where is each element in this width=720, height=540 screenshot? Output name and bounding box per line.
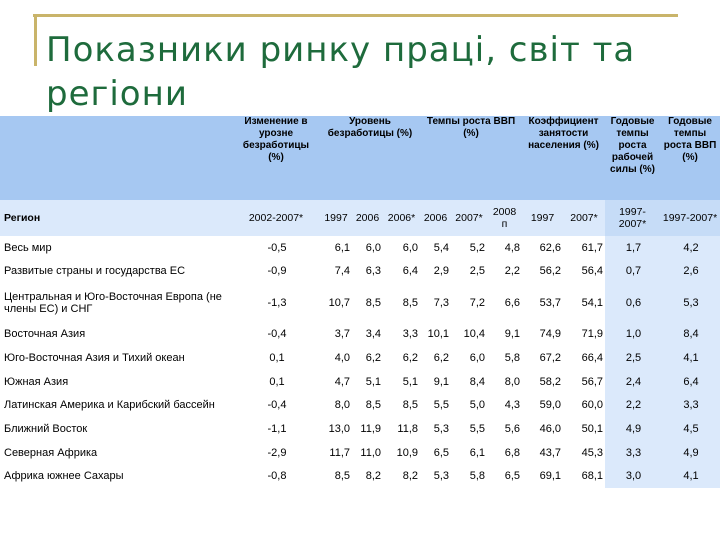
header-employment-ratio: Коэффициент занятости населения (%) [522,116,605,200]
table-cell: 1,7 [605,236,660,260]
table-cell: 11,0 [360,446,381,459]
table-cell: 2,4 [605,370,660,394]
table-cell: 5,3 [433,422,449,435]
table-cell: 3,7 [334,328,350,341]
table-cell: 8,0 [334,399,350,412]
subheader-year: 2006* [383,200,420,236]
region-name: Латинская Америка и Карибский бассейн [4,399,215,412]
table-cell: 2,2 [504,265,521,278]
region-name: Развитые страны и государства ЕС [4,265,186,278]
table-cell: 74,9 [539,328,562,341]
header-labor-force-growth: Годовые темпы роста рабочей силы (%) [605,116,660,200]
table-cell: 66,4 [581,351,604,364]
table-cell: 6,0 [402,241,418,254]
table-cell: 68,1 [581,470,604,483]
table-cell: -0,9 [267,265,287,278]
table-cell: 8,4 [660,322,720,346]
table-cell: 67,2 [539,351,562,364]
table-cell: 2,6 [660,260,720,284]
table-row [0,370,720,394]
table-cell: 7,2 [469,296,485,309]
region-name: Северная Африка [4,446,98,459]
table-subheader-row [0,200,720,236]
table-cell: 6,2 [433,351,449,364]
table-cell: 5,8 [469,470,485,483]
table-cell: 13,0 [328,422,350,435]
table-cell: 5,5 [469,422,485,435]
table-cell: 8,5 [402,296,418,309]
table-row [0,236,720,260]
region-name: Центральная и Юго-Восточная Европа (не члены ЕС) и СНГ [4,290,222,315]
table-cell: 60,0 [581,399,604,412]
subheader-period: 2002-2007* [232,200,320,236]
header-blank [0,116,232,200]
table-cell: 56,4 [581,265,604,278]
table-cell: 10,9 [396,446,418,459]
table-cell: -0,4 [267,399,287,412]
table-cell: 11,8 [397,422,418,435]
table-row [0,393,720,417]
table-cell: 8,5 [334,470,350,483]
table-cell: 5,0 [469,399,485,412]
table-cell: 3,3 [605,441,660,465]
table-cell: 5,1 [365,375,381,388]
labor-market-table [0,116,720,488]
region-name: Африка южнее Сахары [4,470,124,483]
subheader-year: 2008 п [487,200,522,236]
table-cell: 11,7 [329,446,350,459]
title-top-rule [33,14,678,17]
table-cell: 71,9 [581,328,604,341]
table-cell: 4,9 [605,417,660,441]
table-cell: 6,1 [334,241,350,254]
slide-title: Показники ринку праці, світ та регіони [46,30,636,114]
table-cell: 43,7 [539,446,562,459]
table-cell: 10,1 [427,328,449,341]
table-row [0,441,720,465]
subheader-year: 2006 [352,200,383,236]
table-cell: 2,2 [605,393,660,417]
table-cell: 0,7 [605,260,660,284]
header-annual-gdp-growth: Годовые темпы роста ВВП (%) [660,116,720,200]
header-unemployment-change: Изменение в урозне безработицы (%) [232,116,320,200]
table-cell: 53,7 [539,296,562,309]
table-cell: 8,2 [402,470,418,483]
table-cell: 0,6 [605,283,660,322]
table-cell: 3,3 [402,328,418,341]
subheader-period: 1997-2007* [605,200,660,236]
table-cell: 8,5 [402,399,418,412]
table-cell: 6,5 [504,470,521,483]
table-cell: 8,5 [365,296,381,309]
subheader-year: 2006 [420,200,451,236]
region-name: Восточная Азия [4,328,86,341]
table-cell: -0,5 [267,241,287,254]
table-cell: 5,3 [660,283,720,322]
table-cell: 6,0 [469,351,485,364]
table-cell: 10,4 [463,328,485,341]
table-cell: 59,0 [539,399,562,412]
table-cell: 5,8 [504,351,521,364]
table-cell: 46,0 [539,422,562,435]
table-cell: 2,5 [605,346,660,370]
subheader-period: 1997-2007* [660,200,720,236]
subheader-year: 1997 [522,200,563,236]
region-name: Ближний Восток [4,422,88,435]
table-row [0,464,720,488]
table-cell: 9,1 [433,375,449,388]
table-cell: 54,1 [581,296,604,309]
table-cell: 61,7 [581,241,604,254]
table-cell: 6,0 [365,241,381,254]
subheader-region: Регион [0,200,232,236]
region-name: Весь мир [4,241,52,254]
table-cell: 6,4 [402,265,418,278]
table-cell: 4,3 [504,399,521,412]
table-cell: 8,5 [365,399,381,412]
title-left-rule [34,14,37,66]
table-cell: 56,2 [539,265,562,278]
table-cell: 4,9 [660,441,720,465]
table-cell: 10,7 [328,296,350,309]
table-cell: -1,3 [267,296,287,309]
table-cell: 50,1 [581,422,604,435]
table-cell: 0,1 [269,375,285,388]
table-row [0,346,720,370]
table-cell: 3,3 [660,393,720,417]
table-cell: -2,9 [267,446,287,459]
table-cell: 69,1 [539,470,562,483]
table-cell: 3,0 [605,464,660,488]
header-unemployment-level: Уровень безработицы (%) [320,116,420,200]
table-row [0,417,720,441]
table-cell: 6,8 [504,446,521,459]
table-cell: -0,8 [267,470,287,483]
table-row [0,283,720,322]
table-cell: 4,5 [660,417,720,441]
table-cell: 6,2 [365,351,381,364]
table-cell: 1,0 [605,322,660,346]
table-cell: 2,5 [469,265,485,278]
table-cell: 6,4 [660,370,720,394]
subheader-year: 1997 [320,200,352,236]
table-cell: 3,4 [365,328,381,341]
table-row [0,260,720,284]
table-cell: -1,1 [267,422,287,435]
table-cell: 4,1 [660,346,720,370]
subheader-year: 2007* [451,200,487,236]
table-cell: 8,0 [504,375,521,388]
table-cell: 6,2 [402,351,418,364]
table-cell: 56,7 [581,375,604,388]
table-cell: 4,1 [660,464,720,488]
table-cell: 7,3 [433,296,449,309]
table-cell: 7,4 [334,265,350,278]
table-cell: 4,0 [334,351,350,364]
table-cell: -0,4 [267,328,287,341]
table-cell: 5,4 [433,241,449,254]
table-cell: 5,5 [433,399,449,412]
table-cell: 6,1 [469,446,485,459]
table-cell: 5,1 [402,375,418,388]
table-cell: 58,2 [539,375,562,388]
region-name: Юго-Восточная Азия и Тихий океан [4,351,185,364]
table-cell: 5,3 [433,470,449,483]
header-gdp-growth: Темпы роста ВВП (%) [420,116,522,200]
region-name: Южная Азия [4,375,69,388]
table-cell: 62,6 [539,241,562,254]
subheader-year: 2007* [563,200,605,236]
table-cell: 5,6 [504,422,521,435]
table-cell: 4,8 [504,241,521,254]
table-cell: 9,1 [504,328,521,341]
table-cell: 2,9 [433,265,449,278]
table-cell: 6,5 [433,446,449,459]
table-cell: 4,2 [660,236,720,260]
table-cell: 6,6 [504,296,521,309]
table-cell: 4,7 [334,375,350,388]
table-cell: 5,2 [469,241,485,254]
table-header-row [0,116,720,200]
table-cell: 45,3 [581,446,604,459]
table-cell: 6,3 [365,265,381,278]
table-row [0,322,720,346]
table-cell: 0,1 [269,351,285,364]
table-cell: 8,2 [365,470,381,483]
table-cell: 8,4 [469,375,485,388]
table-cell: 11,9 [360,422,381,435]
